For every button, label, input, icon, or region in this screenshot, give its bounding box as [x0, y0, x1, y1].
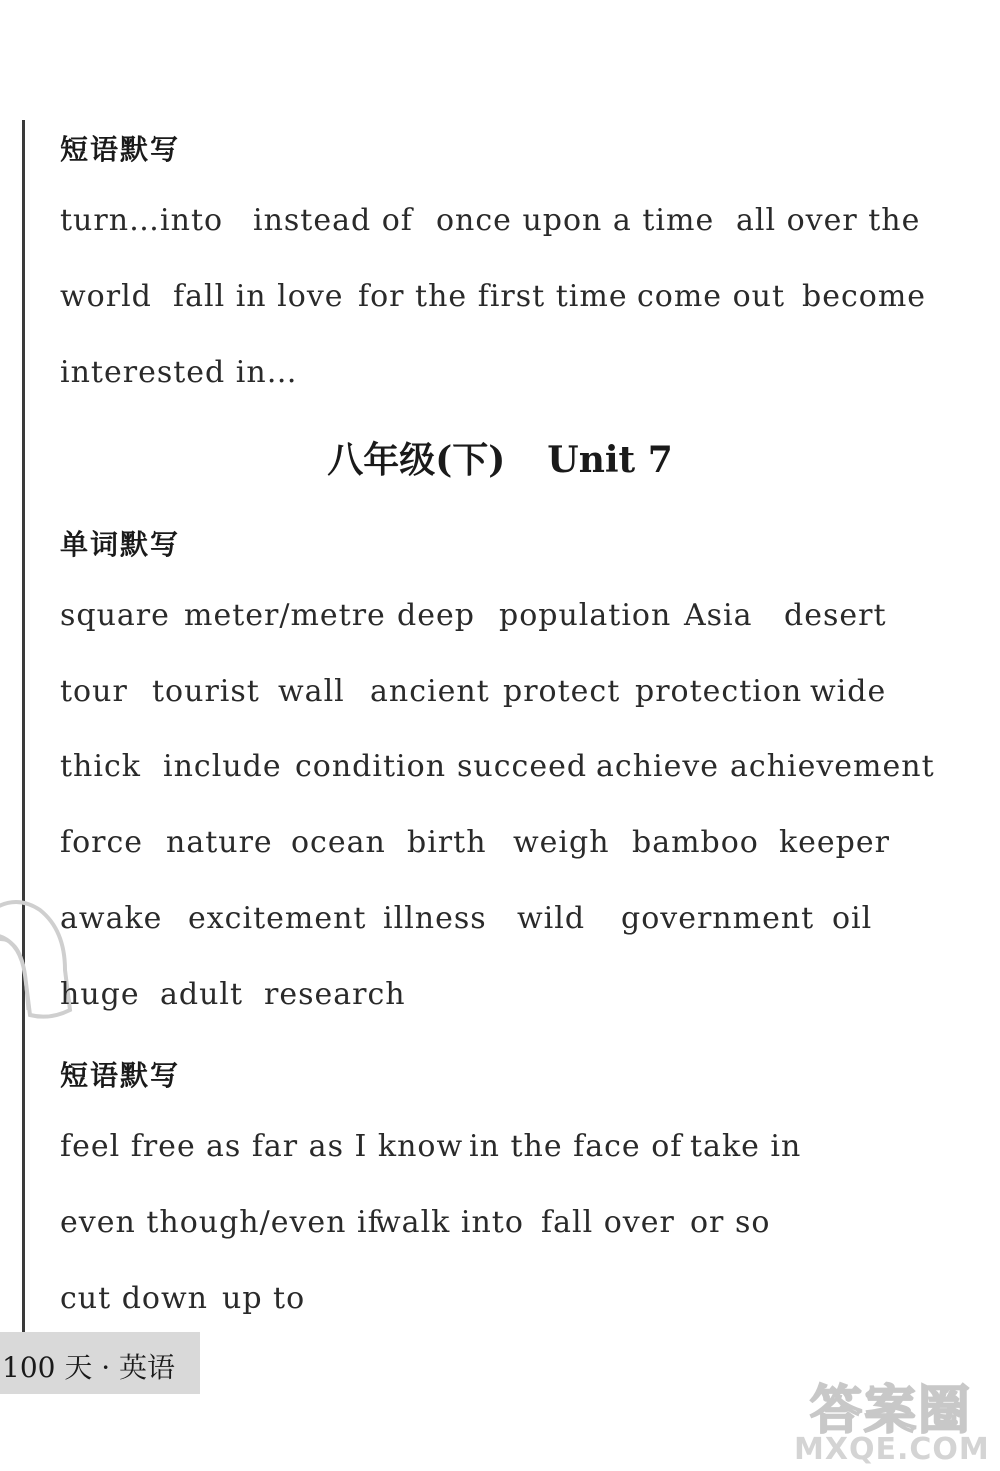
- phrase-item: even though/even if: [60, 1205, 380, 1240]
- phrase-item: up to: [222, 1281, 306, 1316]
- phrase-item: turn…into: [60, 203, 224, 238]
- word-item: adult: [160, 977, 244, 1012]
- phrase-item: feel free: [60, 1129, 196, 1164]
- grade-label: 八年级(下): [327, 439, 506, 481]
- word-item: tour: [60, 674, 128, 709]
- word-item: thick: [60, 749, 141, 784]
- word-item: protect: [503, 674, 621, 709]
- phrase-item: take in: [690, 1129, 802, 1164]
- word-item: government: [621, 901, 815, 936]
- phrase-item: or so: [690, 1205, 771, 1240]
- phrase-item: come out: [637, 279, 786, 314]
- word-item: succeed: [457, 749, 588, 784]
- word-item: birth: [407, 825, 487, 860]
- phrase-item: all over the: [736, 203, 921, 238]
- word-item: deep: [397, 598, 475, 633]
- word-item: illness: [383, 901, 487, 936]
- phrase-item: in the face of: [469, 1129, 683, 1164]
- word-item: meter/metre: [184, 598, 386, 633]
- watermark-url: MXQE.COM: [794, 1432, 990, 1467]
- word-item: huge: [60, 977, 140, 1012]
- word-item: tourist: [152, 674, 260, 709]
- phrase-item: cut down: [60, 1281, 208, 1316]
- phrase-item: fall in love: [173, 279, 344, 314]
- word-item: oil: [832, 901, 873, 936]
- word-item: population: [499, 598, 672, 633]
- word-item: awake: [60, 901, 163, 936]
- word-item: ocean: [291, 825, 386, 860]
- word-item: achieve: [596, 749, 720, 784]
- phrase-item: once upon a time: [436, 203, 715, 238]
- word-item: weigh: [513, 825, 610, 860]
- phrases-heading: 短语默写: [60, 1059, 181, 1092]
- watermark-logo: [790, 1368, 990, 1468]
- word-item: Asia: [684, 598, 753, 633]
- phrase-item: for the first time: [358, 279, 628, 314]
- word-item: achievement: [730, 749, 935, 784]
- word-item: square: [60, 598, 170, 633]
- word-item: ancient: [370, 674, 490, 709]
- phrase-item: interested in…: [60, 355, 298, 390]
- watermark-chinese: 答案圈: [810, 1381, 973, 1441]
- word-item: nature: [166, 825, 273, 860]
- footer-label: 100 天 · 英语: [2, 1351, 176, 1384]
- phrases-heading-prev: 短语默写: [60, 133, 181, 166]
- word-item: force: [60, 825, 144, 860]
- phrase-item: as far as I know: [206, 1129, 464, 1164]
- word-item: include: [163, 749, 282, 784]
- word-item: excitement: [188, 901, 367, 936]
- phrase-item: world: [60, 279, 152, 314]
- word-item: research: [264, 977, 406, 1012]
- word-item: wild: [517, 901, 586, 936]
- word-item: wide: [810, 674, 887, 709]
- word-item: bamboo: [632, 825, 759, 860]
- phrase-item: become: [802, 279, 927, 314]
- phrase-item: walk into: [375, 1205, 524, 1240]
- phrase-item: instead of: [253, 203, 413, 238]
- unit-title: [0, 432, 1000, 483]
- phrase-item: fall over: [541, 1205, 675, 1240]
- unit-label: Unit 7: [547, 439, 673, 481]
- word-item: keeper: [779, 825, 890, 860]
- word-item: wall: [278, 674, 345, 709]
- word-item: condition: [295, 749, 447, 784]
- left-margin-rule: [22, 120, 25, 1348]
- word-item: desert: [784, 598, 887, 633]
- word-item: protection: [635, 674, 803, 709]
- words-heading: 单词默写: [60, 528, 181, 561]
